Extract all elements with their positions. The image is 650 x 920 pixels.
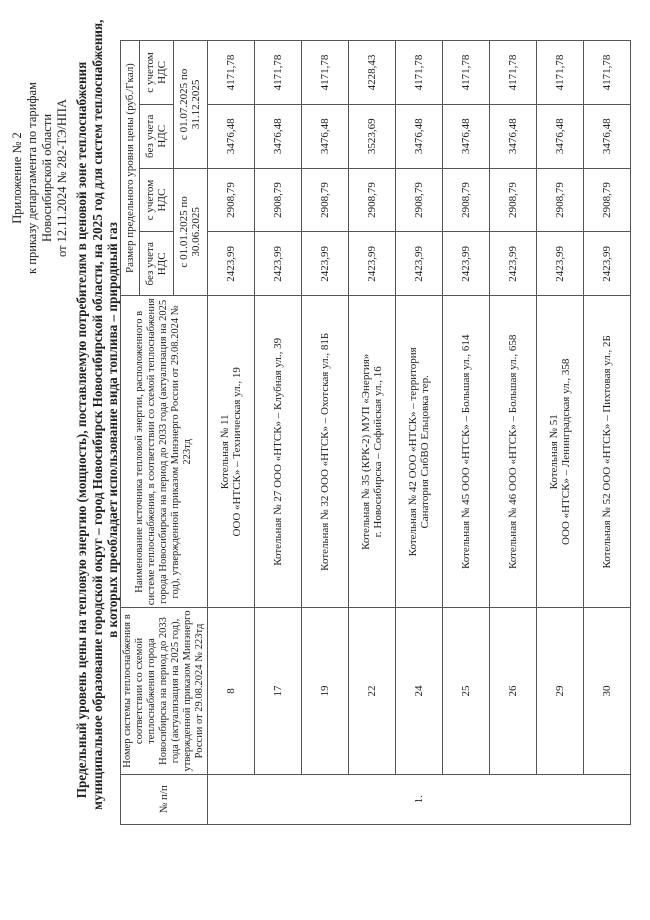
header-with-vat-2: с учетом НДС: [139, 41, 173, 105]
cell-price-3: 3476,48: [302, 104, 349, 168]
cell-system: 29: [537, 608, 584, 774]
cell-price-4: 4171,78: [584, 41, 631, 105]
cell-source: [490, 296, 537, 608]
cell-source: [443, 296, 490, 608]
table-row: [490, 41, 537, 825]
cell-system: 25: [443, 608, 490, 774]
cell-price-4: 4171,78: [255, 41, 302, 105]
cell-price-3: 3476,48: [255, 104, 302, 168]
cell-price-1: 2423,99: [490, 232, 537, 296]
header-price-group: Размер предельного уровня цены (руб./Гкал): [121, 41, 140, 296]
cell-price-4: 4228,43: [349, 41, 396, 105]
cell-price-2: 2908,79: [584, 168, 631, 232]
cell-price-1: 2423,99: [396, 232, 443, 296]
table-row: [255, 41, 302, 825]
title-line-2: муниципальное образование городской округ – город Новосибирск Новосибирской области, на 2025 год для систем теплоснабжения,: [89, 19, 105, 810]
cell-system: 17: [255, 608, 302, 774]
source-line-a: Котельная № 45 ООО «НТСК» – Большая ул., 614: [459, 334, 472, 570]
cell-source: [396, 296, 443, 608]
cell-price-2: 2908,79: [302, 168, 349, 232]
cell-price-1: 2423,99: [584, 232, 631, 296]
cell-price-3: 3476,48: [443, 104, 490, 168]
cell-price-3: 3523,69: [349, 104, 396, 168]
header-period-2: с 01.07.2025 по 31.12.2025: [173, 41, 207, 169]
cell-source: [584, 296, 631, 608]
appendix-line-4: от 12.11.2024 № 282-ТЭ/НПА: [55, 99, 69, 257]
cell-source: [255, 296, 302, 608]
cell-price-4: 4171,78: [443, 41, 490, 105]
source-line-a: Котельная № 52 ООО «НТСК» – Пихтовая ул., 2Б: [600, 335, 613, 569]
table-row: [349, 41, 396, 825]
cell-price-4: 4171,78: [490, 41, 537, 105]
header-period-1: с 01.01.2025 по 30.06.2025: [173, 168, 207, 296]
appendix-block: [10, 48, 70, 308]
cell-price-1: 2423,99: [443, 232, 490, 296]
appendix-line-2: к приказу департамента по тарифам: [25, 82, 39, 274]
header-source: Наименование источника тепловой энергии, расположенного в системе теплоснабжения, в соответствии со схемой теплоснабжения города Новосибирска на период до 2033 года (актуализация на 2025 год), утвержденной приказом Минэнерго России от 29.08.2024 № 223тд: [121, 296, 208, 608]
table-row: [302, 41, 349, 825]
cell-price-2: 2908,79: [490, 168, 537, 232]
cell-price-1: 2423,99: [255, 232, 302, 296]
source-line-a: Котельная № 42 ООО «НТСК» – территория: [406, 347, 419, 557]
source-line-a: Котельная № 32 ООО «НТСК» – Охотская ул., 81Б: [318, 332, 331, 571]
cell-source: [208, 296, 255, 608]
document-title: [74, 19, 121, 810]
cell-price-2: 2908,79: [396, 168, 443, 232]
cell-system: 19: [302, 608, 349, 774]
cell-price-3: 3476,48: [490, 104, 537, 168]
cell-price-2: 2908,79: [349, 168, 396, 232]
header-num: № п/п: [121, 774, 208, 824]
cell-price-3: 3476,48: [537, 104, 584, 168]
source-line-a: Котельная № 46 ООО «НТСК» – Большая ул., 658: [506, 334, 519, 570]
header-no-vat-1: без учета НДС: [139, 232, 173, 296]
table-row: [208, 41, 255, 825]
cell-price-2: 2908,79: [537, 168, 584, 232]
cell-source: [349, 296, 396, 608]
source-line-b: Санатория СибВО Ельцовка тер.: [419, 375, 431, 529]
source-line-b: ООО «НТСК» – Ленинградская ул., 358: [560, 358, 572, 545]
cell-source: [537, 296, 584, 608]
cell-price-3: 3476,48: [396, 104, 443, 168]
header-system: Номер системы теплоснабжения в соответствии со схемой теплоснабжения города Новосибирска на период до 2033 года (актуализация на 2025 год), утвержденной приказом Минэнерго России от 29.08.2024 № 223тд: [121, 608, 208, 774]
table-row: [537, 41, 584, 825]
cell-system: 22: [349, 608, 396, 774]
cell-price-4: 4171,78: [537, 41, 584, 105]
source-line-b: г. Новосибирска – Софийская ул., 16: [372, 366, 384, 538]
cell-price-2: 2908,79: [443, 168, 490, 232]
price-table: [120, 40, 631, 825]
title-line-1: Предельный уровень цены на тепловую энергию (мощность), поставляемую потребителям в ценовой зоне теплоснабжения: [74, 61, 89, 799]
cell-price-1: 2423,99: [302, 232, 349, 296]
appendix-line-3: Новосибирской области: [40, 113, 54, 243]
cell-system: 26: [490, 608, 537, 774]
title-line-3: в которых преобладает использование вида топлива – природный газ: [105, 222, 120, 638]
cell-source: [302, 296, 349, 608]
header-with-vat-1: с учетом НДС: [139, 168, 173, 232]
cell-price-3: 3476,48: [208, 104, 255, 168]
source-line-b: ООО «НТСК» – Техническая ул., 19: [231, 367, 243, 537]
source-line-a: Котельная № 27 ООО «НТСК» – Клубная ул., 39: [271, 337, 284, 566]
cell-system: 30: [584, 608, 631, 774]
cell-price-2: 2908,79: [255, 168, 302, 232]
table-row: [443, 41, 490, 825]
group-number: 1.: [208, 774, 631, 824]
table-row: [396, 41, 443, 825]
cell-system: 8: [208, 608, 255, 774]
cell-price-1: 2423,99: [349, 232, 396, 296]
cell-price-2: 2908,79: [208, 168, 255, 232]
source-line-a: Котельная № 11: [218, 414, 231, 490]
source-line-a: Котельная № 35 (КРК-2) МУП «Энергия»: [359, 353, 372, 550]
cell-price-4: 4171,78: [396, 41, 443, 105]
cell-price-4: 4171,78: [302, 41, 349, 105]
table-row: [584, 41, 631, 825]
header-no-vat-2: без учета НДС: [139, 104, 173, 168]
cell-price-1: 2423,99: [537, 232, 584, 296]
cell-price-1: 2423,99: [208, 232, 255, 296]
cell-price-3: 3476,48: [584, 104, 631, 168]
source-line-a: Котельная № 51: [547, 414, 560, 490]
cell-price-4: 4171,78: [208, 41, 255, 105]
appendix-line-1: Приложение № 2: [10, 132, 24, 224]
cell-system: 24: [396, 608, 443, 774]
